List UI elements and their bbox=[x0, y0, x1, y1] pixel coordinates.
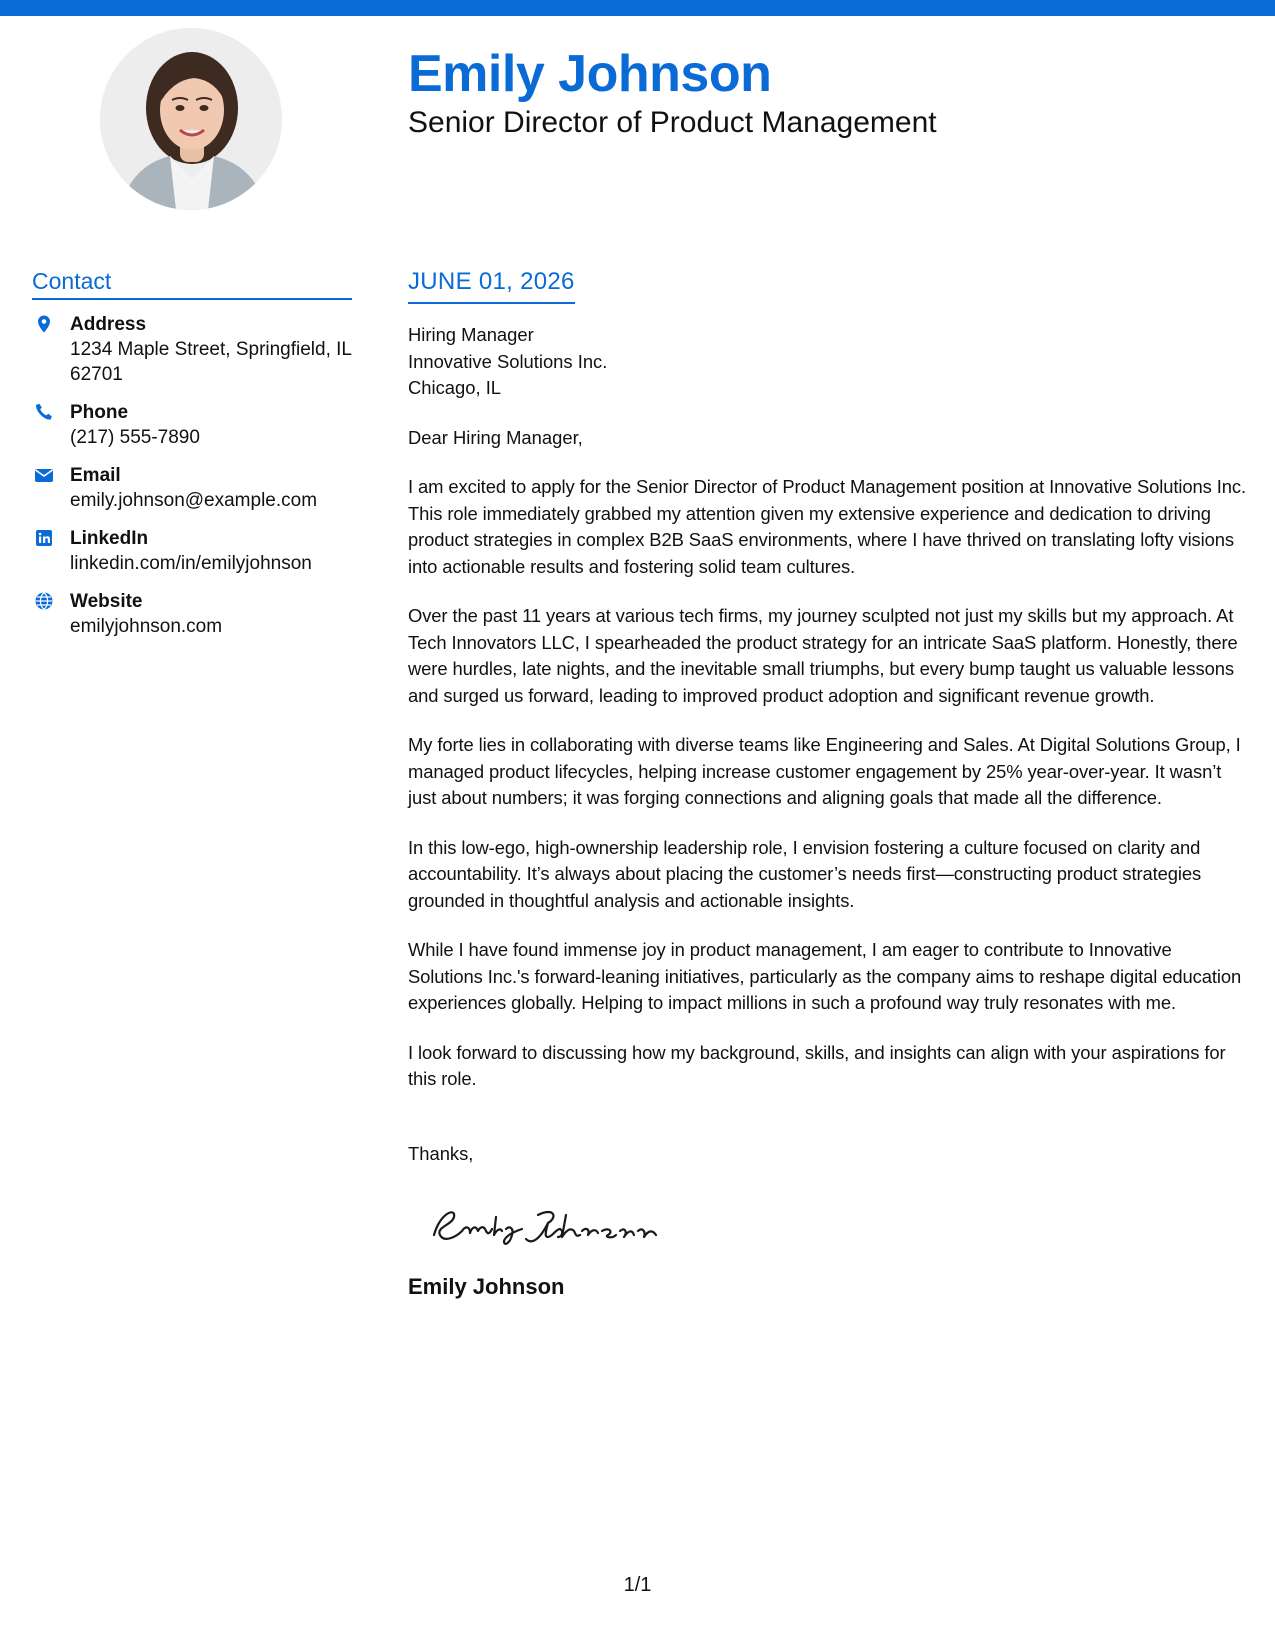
contact-item-phone bbox=[32, 400, 352, 450]
contact-item-address bbox=[32, 312, 352, 387]
email-icon bbox=[34, 465, 54, 485]
contact-label: Phone bbox=[70, 402, 129, 423]
contact-item-linkedin bbox=[32, 526, 352, 576]
recipient-block bbox=[408, 322, 1248, 402]
contact-label: LinkedIn bbox=[70, 528, 149, 549]
letter-body bbox=[408, 266, 1248, 1301]
paragraph: While I have found immense joy in product management, I am eager to contribute to Innovative Solutions Inc.'s forward-leaning initiatives, particularly as the company aims to reshape digital education experiences globally. Helping to impact millions in such a profound way truly resonates with me. bbox=[408, 939, 1242, 1013]
globe-icon bbox=[34, 591, 54, 611]
website-value[interactable]: emilyjohnson.com bbox=[70, 616, 223, 637]
contact-heading: Contact bbox=[32, 266, 352, 300]
contact-item-website bbox=[32, 589, 352, 639]
linkedin-icon bbox=[34, 528, 54, 548]
handwritten-signature bbox=[426, 1195, 666, 1253]
phone-icon bbox=[34, 402, 54, 422]
avatar bbox=[100, 28, 282, 210]
contact-label: Website bbox=[70, 591, 143, 612]
letter-paragraphs bbox=[408, 474, 1248, 1093]
contact-list bbox=[32, 312, 352, 639]
email-value[interactable]: emily.johnson@example.com bbox=[70, 490, 318, 511]
paragraph: I am excited to apply for the Senior Director of Product Management position at Innovative Solutions Inc. This role immediately grabbed my attention given my extensive experience and dedication to driving product strategies in complex B2B SaaS environments, where I have thrived on translating lofty visions into actionable results and fostering solid team cultures. bbox=[408, 476, 1246, 577]
address-value: 1234 Maple Street, Springfield, IL 62701 bbox=[70, 339, 352, 385]
signer-name: Emily Johnson bbox=[408, 1274, 565, 1299]
contact-item-email bbox=[32, 463, 352, 513]
contact-sidebar bbox=[32, 266, 352, 652]
recipient-line: Innovative Solutions Inc. bbox=[408, 350, 608, 372]
portrait-photo bbox=[100, 28, 282, 210]
contact-label: Email bbox=[70, 465, 121, 486]
page-number: 1/1 bbox=[623, 1574, 652, 1596]
recipient-line: Hiring Manager bbox=[408, 324, 534, 345]
paragraph: My forte lies in collaborating with diverse teams like Engineering and Sales. At Digital Solutions Group, I managed product lifecycles, helping increase customer engagement by 25% year-over-year. It wasn’t just about numbers; it was forging connections and aligning goals that made all the difference. bbox=[408, 734, 1241, 808]
letter-date: JUNE 01, 2026 bbox=[408, 266, 575, 304]
paragraph: I look forward to discussing how my background, skills, and insights can align with your aspirations for this role. bbox=[408, 1041, 1226, 1089]
paragraph: In this low-ego, high-ownership leadership role, I envision fostering a culture focused on clarity and accountability. It’s always about placing the customer’s needs first—constructing product strategies grounded in thoughtful analysis and actionable insights. bbox=[408, 836, 1202, 911]
closing: Thanks, bbox=[408, 1142, 474, 1164]
paragraph: Over the past 11 years at various tech firms, my journey sculpted not just my skills but my approach. At Tech Innovators LLC, I spearheaded the product strategy for an intricate SaaS platform. Honestly, there were hurdles, late nights, and the inevitable small triumphs, but every bump taught us valuable lessons and surged us forward, leading to improved product adoption and significant revenue growth. bbox=[408, 605, 1238, 706]
job-title: Senior Director of Product Management bbox=[408, 106, 937, 139]
candidate-name: Emily Johnson bbox=[408, 45, 772, 103]
recipient-line: Chicago, IL bbox=[408, 377, 502, 398]
salutation: Dear Hiring Manager, bbox=[408, 426, 583, 448]
phone-value[interactable]: (217) 555-7890 bbox=[70, 427, 200, 448]
location-pin-icon bbox=[34, 314, 54, 334]
linkedin-value[interactable]: linkedin.com/in/emilyjohnson bbox=[70, 553, 312, 574]
contact-label: Address bbox=[70, 314, 147, 335]
top-accent-bar bbox=[0, 0, 1275, 16]
